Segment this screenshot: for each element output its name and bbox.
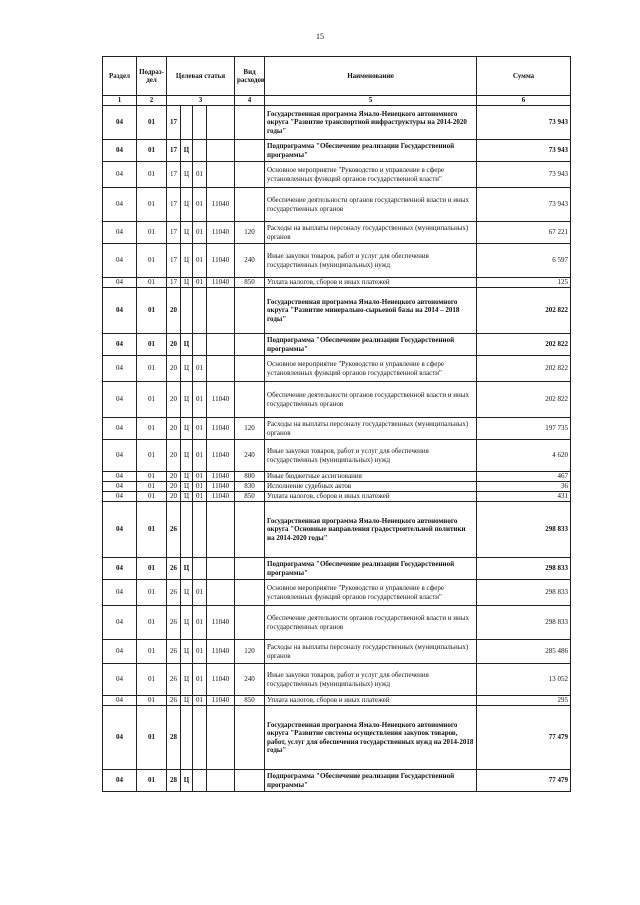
cell-cel-subprogram: Ц [181, 558, 193, 580]
cell-vid-rashodov [235, 606, 265, 640]
cell-cel-subprogram: Ц [181, 606, 193, 640]
cell-cel-subprogram: Ц [181, 770, 193, 792]
cell-naimenovanie: Иные бюджетные ассигнования [265, 472, 477, 482]
cell-cel-program: 20 [167, 440, 181, 472]
cell-vid-rashodov: 120 [235, 222, 265, 244]
cell-cel-direction: 11040 [207, 640, 235, 664]
cell-vid-rashodov: 120 [235, 418, 265, 440]
cell-cel-subprogram: Ц [181, 244, 193, 278]
cell-podrazdel: 01 [137, 188, 167, 222]
cell-vid-rashodov [235, 580, 265, 606]
cell-razdel: 04 [103, 558, 137, 580]
cell-cel-event: 01 [193, 696, 207, 706]
cell-podrazdel: 01 [137, 418, 167, 440]
header-celevaya-statya: Целевая статья [167, 57, 235, 96]
header-naimenovanie: Наименование [265, 57, 477, 96]
cell-cel-subprogram [181, 706, 193, 770]
cell-podrazdel: 01 [137, 382, 167, 418]
cell-cel-direction: 11040 [207, 188, 235, 222]
cell-summa: 202 822 [477, 356, 571, 382]
cell-naimenovanie: Основное мероприятие "Руководство и управление в сфере установленных функций органов государственной власти" [265, 356, 477, 382]
table-row [103, 188, 571, 222]
col-number: 6 [477, 96, 571, 106]
cell-vid-rashodov [235, 770, 265, 792]
cell-cel-subprogram: Ц [181, 334, 193, 356]
cell-naimenovanie: Расходы на выплаты персоналу государственных (муниципальных) органов [265, 640, 477, 664]
cell-cel-program: 20 [167, 492, 181, 502]
cell-summa: 73 943 [477, 140, 571, 162]
table-row [103, 278, 571, 288]
cell-podrazdel: 01 [137, 640, 167, 664]
cell-cel-subprogram: Ц [181, 188, 193, 222]
cell-cel-direction [207, 140, 235, 162]
cell-naimenovanie: Подпрограмма "Обеспечение реализации Государственной программы" [265, 558, 477, 580]
cell-podrazdel: 01 [137, 334, 167, 356]
cell-podrazdel: 01 [137, 558, 167, 580]
cell-cel-direction [207, 558, 235, 580]
cell-naimenovanie: Иные закупки товаров, работ и услуг для обеспечения государственных (муниципальных) нужд [265, 244, 477, 278]
table-row [103, 288, 571, 334]
table-row [103, 162, 571, 188]
cell-cel-direction: 11040 [207, 472, 235, 482]
cell-razdel: 04 [103, 664, 137, 696]
cell-naimenovanie: Обеспечение деятельности органов государственной власти и иных государственных органов [265, 606, 477, 640]
cell-podrazdel: 01 [137, 288, 167, 334]
cell-razdel: 04 [103, 334, 137, 356]
cell-cel-event: 01 [193, 440, 207, 472]
cell-vid-rashodov: 800 [235, 472, 265, 482]
cell-cel-program: 26 [167, 696, 181, 706]
cell-naimenovanie: Государственная программа Ямало-Ненецкого автономного округа "Развитие минерально-сырьевой базы на 2014 – 2018 годы" [265, 288, 477, 334]
cell-naimenovanie: Иные закупки товаров, работ и услуг для обеспечения государственных (муниципальных) нужд [265, 440, 477, 472]
cell-summa: 202 822 [477, 334, 571, 356]
cell-cel-direction [207, 106, 235, 140]
table-row [103, 502, 571, 558]
cell-naimenovanie: Подпрограмма "Обеспечение реализации Государственной программы" [265, 770, 477, 792]
cell-summa: 295 [477, 696, 571, 706]
cell-podrazdel: 01 [137, 706, 167, 770]
cell-cel-direction [207, 334, 235, 356]
cell-cel-program: 26 [167, 580, 181, 606]
cell-vid-rashodov [235, 288, 265, 334]
cell-cel-event [193, 502, 207, 558]
cell-cel-event: 01 [193, 222, 207, 244]
cell-razdel: 04 [103, 278, 137, 288]
cell-cel-subprogram: Ц [181, 382, 193, 418]
cell-cel-event [193, 706, 207, 770]
cell-cel-direction: 11040 [207, 664, 235, 696]
table-row [103, 558, 571, 580]
cell-summa: 298 833 [477, 558, 571, 580]
cell-podrazdel: 01 [137, 502, 167, 558]
cell-cel-subprogram: Ц [181, 278, 193, 288]
cell-cel-event: 01 [193, 472, 207, 482]
cell-vid-rashodov [235, 188, 265, 222]
cell-podrazdel: 01 [137, 482, 167, 492]
cell-cel-subprogram: Ц [181, 418, 193, 440]
cell-summa: 298 833 [477, 580, 571, 606]
cell-cel-direction: 11040 [207, 278, 235, 288]
cell-cel-direction [207, 580, 235, 606]
cell-razdel: 04 [103, 770, 137, 792]
cell-cel-event: 01 [193, 244, 207, 278]
header-summa: Сумма [477, 57, 571, 96]
cell-cel-program: 20 [167, 472, 181, 482]
table-row [103, 770, 571, 792]
cell-cel-event [193, 770, 207, 792]
cell-cel-program: 17 [167, 244, 181, 278]
cell-cel-subprogram: Ц [181, 472, 193, 482]
col-number: 1 [103, 96, 137, 106]
table-row [103, 140, 571, 162]
cell-summa: 73 943 [477, 162, 571, 188]
cell-cel-event: 01 [193, 382, 207, 418]
cell-razdel: 04 [103, 706, 137, 770]
cell-naimenovanie: Уплата налогов, сборов и иных платежей [265, 696, 477, 706]
cell-cel-direction [207, 288, 235, 334]
cell-summa: 4 620 [477, 440, 571, 472]
cell-razdel: 04 [103, 418, 137, 440]
table-row [103, 440, 571, 472]
cell-cel-program: 28 [167, 706, 181, 770]
cell-razdel: 04 [103, 502, 137, 558]
cell-cel-direction: 11040 [207, 244, 235, 278]
cell-naimenovanie: Основное мероприятие "Руководство и управление в сфере установленных функций органов государственной власти" [265, 580, 477, 606]
table-row [103, 244, 571, 278]
cell-summa: 67 221 [477, 222, 571, 244]
cell-cel-subprogram: Ц [181, 664, 193, 696]
table-row [103, 606, 571, 640]
cell-summa: 298 833 [477, 606, 571, 640]
column-numbers-row [103, 96, 571, 106]
table-row [103, 580, 571, 606]
cell-cel-program: 26 [167, 558, 181, 580]
cell-razdel: 04 [103, 162, 137, 188]
cell-cel-event [193, 106, 207, 140]
cell-naimenovanie: Государственная программа Ямало-Ненецкого автономного округа "Развитие транспортной инфраструктуры на 2014-2020 годы" [265, 106, 477, 140]
cell-podrazdel: 01 [137, 664, 167, 696]
cell-cel-event: 01 [193, 482, 207, 492]
table-body [103, 106, 571, 792]
cell-summa: 77 479 [477, 770, 571, 792]
cell-cel-subprogram: Ц [181, 492, 193, 502]
cell-naimenovanie: Уплата налогов, сборов и иных платежей [265, 278, 477, 288]
cell-cel-event: 01 [193, 606, 207, 640]
col-number: 5 [265, 96, 477, 106]
col-number: 3 [167, 96, 235, 106]
cell-cel-program: 20 [167, 418, 181, 440]
cell-razdel: 04 [103, 288, 137, 334]
cell-cel-program: 26 [167, 664, 181, 696]
cell-cel-program: 20 [167, 382, 181, 418]
cell-podrazdel: 01 [137, 356, 167, 382]
cell-cel-program: 17 [167, 188, 181, 222]
cell-vid-rashodov [235, 502, 265, 558]
cell-cel-subprogram: Ц [181, 640, 193, 664]
col-number: 2 [137, 96, 167, 106]
table-row [103, 482, 571, 492]
cell-podrazdel: 01 [137, 278, 167, 288]
cell-vid-rashodov: 240 [235, 440, 265, 472]
col-number: 4 [235, 96, 265, 106]
cell-vid-rashodov: 850 [235, 278, 265, 288]
cell-cel-program: 20 [167, 482, 181, 492]
cell-cel-event: 01 [193, 162, 207, 188]
cell-cel-direction: 11040 [207, 382, 235, 418]
cell-naimenovanie: Основное мероприятие "Руководство и управление в сфере установленных функций органов государственной власти" [265, 162, 477, 188]
header-podrazdel: Подраз-дел [137, 57, 167, 96]
cell-summa: 285 486 [477, 640, 571, 664]
cell-vid-rashodov [235, 334, 265, 356]
cell-cel-subprogram: Ц [181, 482, 193, 492]
table-row [103, 356, 571, 382]
cell-razdel: 04 [103, 106, 137, 140]
cell-cel-event [193, 140, 207, 162]
cell-vid-rashodov [235, 558, 265, 580]
cell-podrazdel: 01 [137, 770, 167, 792]
cell-naimenovanie: Расходы на выплаты персоналу государственных (муниципальных) органов [265, 418, 477, 440]
page-number: 15 [316, 32, 324, 41]
cell-cel-subprogram: Ц [181, 356, 193, 382]
cell-cel-program: 26 [167, 640, 181, 664]
cell-razdel: 04 [103, 382, 137, 418]
cell-cel-program: 17 [167, 106, 181, 140]
cell-cel-event: 01 [193, 188, 207, 222]
table-row [103, 472, 571, 482]
cell-naimenovanie: Обеспечение деятельности органов государственной власти и иных государственных органов [265, 188, 477, 222]
table-row [103, 418, 571, 440]
cell-summa: 6 597 [477, 244, 571, 278]
cell-vid-rashodov [235, 706, 265, 770]
cell-cel-subprogram [181, 502, 193, 558]
cell-cel-program: 20 [167, 288, 181, 334]
cell-podrazdel: 01 [137, 162, 167, 188]
cell-razdel: 04 [103, 244, 137, 278]
cell-cel-direction [207, 706, 235, 770]
cell-cel-program: 17 [167, 278, 181, 288]
cell-razdel: 04 [103, 482, 137, 492]
cell-summa: 202 822 [477, 288, 571, 334]
cell-summa: 467 [477, 472, 571, 482]
cell-podrazdel: 01 [137, 696, 167, 706]
table-row [103, 640, 571, 664]
cell-cel-event: 01 [193, 640, 207, 664]
table-row [103, 382, 571, 418]
cell-razdel: 04 [103, 222, 137, 244]
cell-cel-program: 20 [167, 356, 181, 382]
cell-razdel: 04 [103, 356, 137, 382]
cell-cel-subprogram [181, 106, 193, 140]
cell-cel-direction [207, 502, 235, 558]
cell-naimenovanie: Государственная программа Ямало-Ненецкого автономного округа "Основные направления градостроительной политики на 2014-2020 годы" [265, 502, 477, 558]
cell-naimenovanie: Подпрограмма "Обеспечение реализации Государственной программы" [265, 334, 477, 356]
cell-vid-rashodov: 830 [235, 482, 265, 492]
cell-podrazdel: 01 [137, 580, 167, 606]
cell-cel-program: 26 [167, 502, 181, 558]
cell-summa: 73 943 [477, 188, 571, 222]
cell-cel-program: 17 [167, 140, 181, 162]
cell-podrazdel: 01 [137, 492, 167, 502]
cell-vid-rashodov [235, 356, 265, 382]
cell-cel-program: 20 [167, 334, 181, 356]
cell-cel-event: 01 [193, 580, 207, 606]
cell-cel-program: 28 [167, 770, 181, 792]
table-row [103, 492, 571, 502]
cell-cel-event: 01 [193, 356, 207, 382]
cell-cel-subprogram: Ц [181, 162, 193, 188]
cell-vid-rashodov: 850 [235, 696, 265, 706]
cell-podrazdel: 01 [137, 606, 167, 640]
header-vid-rashodov: Вид расходов [235, 57, 265, 96]
cell-naimenovanie: Исполнение судебных актов [265, 482, 477, 492]
cell-summa: 298 833 [477, 502, 571, 558]
cell-razdel: 04 [103, 640, 137, 664]
cell-vid-rashodov: 240 [235, 244, 265, 278]
cell-vid-rashodov: 850 [235, 492, 265, 502]
cell-razdel: 04 [103, 472, 137, 482]
cell-razdel: 04 [103, 492, 137, 502]
table-header-row [103, 57, 571, 96]
table-row [103, 222, 571, 244]
cell-cel-event [193, 334, 207, 356]
cell-cel-subprogram [181, 288, 193, 334]
cell-naimenovanie: Расходы на выплаты персоналу государственных (муниципальных) органов [265, 222, 477, 244]
cell-cel-event [193, 558, 207, 580]
cell-vid-rashodov [235, 382, 265, 418]
cell-summa: 431 [477, 492, 571, 502]
cell-naimenovanie: Подпрограмма "Обеспечение реализации Государственной программы" [265, 140, 477, 162]
cell-podrazdel: 01 [137, 140, 167, 162]
cell-podrazdel: 01 [137, 222, 167, 244]
cell-summa: 77 479 [477, 706, 571, 770]
cell-cel-direction: 11040 [207, 606, 235, 640]
cell-cel-direction: 11040 [207, 418, 235, 440]
cell-vid-rashodov [235, 162, 265, 188]
table-row [103, 664, 571, 696]
header-razdel: Раздел [103, 57, 137, 96]
cell-summa: 36 [477, 482, 571, 492]
cell-razdel: 04 [103, 580, 137, 606]
cell-razdel: 04 [103, 696, 137, 706]
cell-cel-event: 01 [193, 664, 207, 696]
cell-cel-event: 01 [193, 492, 207, 502]
table-row [103, 696, 571, 706]
cell-cel-direction [207, 162, 235, 188]
cell-cel-program: 17 [167, 162, 181, 188]
table-row [103, 334, 571, 356]
cell-vid-rashodov: 120 [235, 640, 265, 664]
cell-podrazdel: 01 [137, 440, 167, 472]
cell-cel-direction: 11040 [207, 222, 235, 244]
cell-summa: 13 052 [477, 664, 571, 696]
cell-summa: 73 943 [477, 106, 571, 140]
cell-cel-event: 01 [193, 278, 207, 288]
cell-cel-subprogram: Ц [181, 140, 193, 162]
table-row [103, 706, 571, 770]
cell-vid-rashodov [235, 106, 265, 140]
cell-razdel: 04 [103, 140, 137, 162]
cell-naimenovanie: Обеспечение деятельности органов государственной власти и иных государственных органов [265, 382, 477, 418]
cell-cel-direction: 11040 [207, 482, 235, 492]
cell-podrazdel: 01 [137, 472, 167, 482]
cell-cel-direction: 11040 [207, 696, 235, 706]
cell-cel-subprogram: Ц [181, 696, 193, 706]
cell-razdel: 04 [103, 440, 137, 472]
cell-razdel: 04 [103, 606, 137, 640]
cell-cel-subprogram: Ц [181, 222, 193, 244]
cell-cel-subprogram: Ц [181, 440, 193, 472]
cell-summa: 197 735 [477, 418, 571, 440]
cell-cel-program: 17 [167, 222, 181, 244]
cell-cel-event [193, 288, 207, 334]
cell-naimenovanie: Уплата налогов, сборов и иных платежей [265, 492, 477, 502]
cell-cel-direction [207, 356, 235, 382]
cell-razdel: 04 [103, 188, 137, 222]
table-row [103, 106, 571, 140]
cell-cel-subprogram: Ц [181, 580, 193, 606]
budget-table [102, 56, 571, 792]
cell-summa: 202 822 [477, 382, 571, 418]
cell-summa: 125 [477, 278, 571, 288]
cell-cel-program: 26 [167, 606, 181, 640]
cell-podrazdel: 01 [137, 244, 167, 278]
cell-cel-direction: 11040 [207, 492, 235, 502]
cell-vid-rashodov [235, 140, 265, 162]
cell-cel-direction [207, 770, 235, 792]
cell-naimenovanie: Иные закупки товаров, работ и услуг для обеспечения государственных (муниципальных) нужд [265, 664, 477, 696]
cell-naimenovanie: Государственная программа Ямало-Ненецкого автономного округа "Развитие системы осуществления закупок товаров, работ, услуг для обеспечения государственных нужд на 2014-2018 годы" [265, 706, 477, 770]
cell-vid-rashodov: 240 [235, 664, 265, 696]
cell-cel-event: 01 [193, 418, 207, 440]
cell-podrazdel: 01 [137, 106, 167, 140]
cell-cel-direction: 11040 [207, 440, 235, 472]
